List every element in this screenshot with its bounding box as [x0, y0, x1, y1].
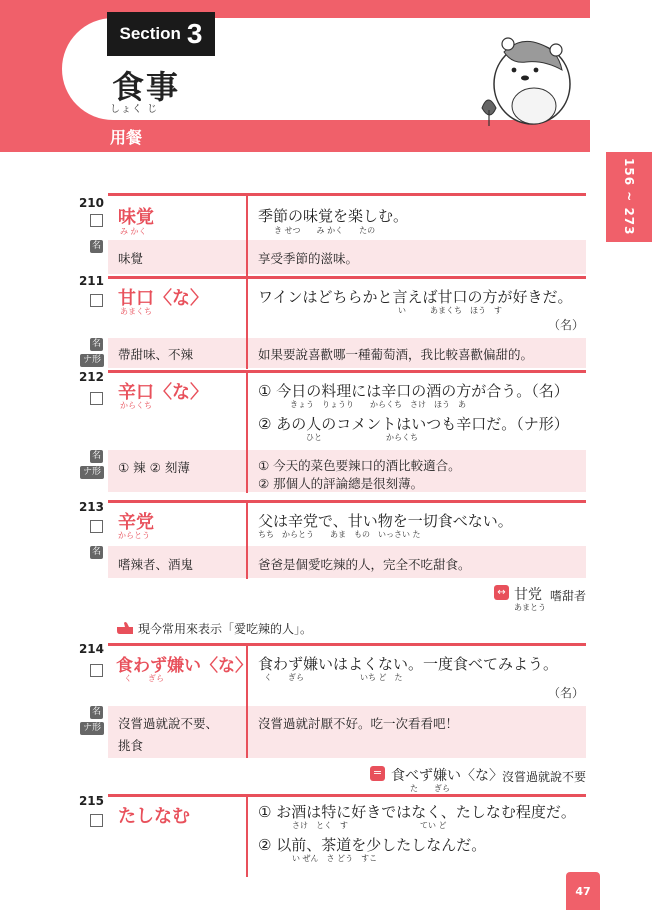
- entry-number: 215: [78, 794, 104, 808]
- section-tag: [107, 12, 215, 56]
- translation: 如果要說喜歡哪一種葡萄酒，我比較喜歡偏甜的。: [258, 347, 534, 362]
- page-number: 47: [566, 872, 600, 910]
- antonym-icon: ↔: [494, 585, 509, 600]
- entry-checkbox[interactable]: [90, 814, 103, 827]
- example-sentence: 食わず嫌いはよくない。一度食べてみよう。: [258, 655, 559, 673]
- example-ruby-2: ひと からくち: [306, 433, 418, 442]
- example-sentence-2: ② 以前、茶道を少したしなんだ。: [258, 836, 487, 854]
- translation: 享受季節的滋味。: [258, 251, 359, 266]
- entry-checkbox[interactable]: [90, 664, 103, 677]
- vocab-ruby: からくち: [120, 401, 152, 410]
- entry-divider: [246, 240, 248, 274]
- example-ruby: ちち からとう あま もの いっさい た: [258, 530, 421, 539]
- entry-number: 214: [78, 642, 104, 656]
- section-word: Section: [119, 24, 181, 43]
- vocab-word: 甘口〈な〉: [118, 288, 208, 309]
- pos-tag: ナ形: [80, 466, 104, 479]
- vocab-word: 辛党: [118, 512, 154, 533]
- page-subtitle: 用餐: [110, 128, 143, 147]
- entry-top-rule: [108, 370, 586, 373]
- entry-top-rule: [108, 193, 586, 196]
- vocab-word: 食わず嫌い〈な〉: [116, 656, 252, 676]
- entry-top-rule: [108, 643, 586, 646]
- translation: 爸爸是個愛吃辣的人，完全不吃甜食。: [258, 557, 471, 572]
- example-sentence: 父は辛党で、甘い物を一切食べない。: [258, 512, 513, 530]
- entry-checkbox[interactable]: [90, 214, 103, 227]
- entry-number: 212: [78, 370, 104, 384]
- pos-tag: 名: [91, 547, 101, 557]
- example-ruby: き せつ み かく たの: [274, 226, 376, 235]
- hamster-illustration: [474, 22, 574, 132]
- meaning-line-2: 挑食: [118, 738, 144, 753]
- entry-number: 211: [78, 274, 104, 288]
- example-sentence-2: ② あの人のコメントはいつも辛口だ。（ナ形）: [258, 415, 569, 433]
- example-ruby-1: きょう りょうり からくち さけ ほう あ: [290, 400, 466, 409]
- entry-top-rule: [108, 794, 586, 797]
- pos-note: （名）: [548, 318, 585, 332]
- section-range-tab: [606, 152, 652, 242]
- vocab-word: 味覚: [118, 207, 154, 228]
- pos-tag: 名: [91, 707, 101, 717]
- synonym-ruby: た ぎら: [410, 784, 450, 793]
- page-title-ruby: しょく じ: [110, 104, 159, 115]
- entry-top-rule: [108, 276, 586, 279]
- meaning-line-1: 沒嘗過就說不要、: [118, 716, 219, 731]
- antonym-ruby: あまとう: [514, 603, 546, 612]
- synonym-word: 食べず嫌い〈な〉: [391, 768, 503, 784]
- entry-checkbox[interactable]: [90, 294, 103, 307]
- entry-divider: [246, 546, 248, 578]
- example-sentence: ワインはどちらかと言えば甘口の方が好きだ。: [258, 288, 573, 306]
- example-ruby: く ぎら いち ど た: [264, 673, 403, 682]
- synonym-meaning: 沒嘗過就說不要: [502, 770, 587, 784]
- vocab-ruby: く ぎら: [124, 674, 164, 683]
- translation-1: ① 今天的菜色要辣口的酒比較適合。: [258, 458, 461, 473]
- example-sentence-1: ① 今日の料理には辛口の酒の方が合う。（名）: [258, 382, 569, 400]
- example-sentence-1: ① お酒は特に好きではなく、たしなむ程度だ。: [258, 803, 576, 821]
- meaning: ① 辣 ② 刻薄: [118, 460, 190, 475]
- meaning: 帶甜味、不辣: [118, 347, 194, 362]
- entry-top-rule: [108, 500, 586, 503]
- pos-tag: ナ形: [80, 722, 104, 735]
- entry-divider: [246, 797, 248, 877]
- example-ruby-2: い ぜん さ どう すこ: [292, 854, 378, 863]
- entry-number: 213: [78, 500, 104, 514]
- pos-note: （名）: [548, 686, 585, 700]
- pos-tag: 名: [91, 339, 101, 349]
- entry-checkbox[interactable]: [90, 520, 103, 533]
- translation-2: ② 那個人的評論總是很刻薄。: [258, 476, 424, 491]
- section-number: 3: [186, 18, 203, 49]
- meaning: 嗜辣者、酒鬼: [118, 557, 194, 572]
- vocab-ruby: からとう: [118, 531, 150, 540]
- entry-divider: [246, 706, 248, 758]
- example-ruby-1: さけ とく す てい ど: [292, 821, 447, 830]
- vocab-ruby: み かく: [120, 227, 147, 236]
- pos-tag: 名: [91, 241, 101, 251]
- synonym-icon: =: [370, 766, 385, 781]
- entry-checkbox[interactable]: [90, 392, 103, 405]
- translation: 沒嘗過就討厭不好。吃一次看看吧！: [258, 716, 459, 731]
- vocab-word: たしなむ: [118, 806, 190, 827]
- section-range-label: 156 ~ 273: [622, 158, 636, 236]
- usage-tip: 現今常用來表示「愛吃辣的人」。: [138, 622, 313, 636]
- example-sentence: 季節の味覚を楽しむ。: [258, 207, 409, 225]
- entry-divider: [246, 338, 248, 368]
- pos-tag: 名: [91, 451, 101, 461]
- antonym-meaning: 嗜甜者: [550, 589, 587, 603]
- meaning: 味覺: [118, 251, 144, 266]
- vocab-word: 辛口〈な〉: [118, 382, 208, 403]
- example-ruby: い あまくち ほう す: [398, 306, 502, 315]
- pointing-hand-icon: [116, 620, 134, 634]
- entry-number: 210: [78, 196, 104, 210]
- entry-divider: [246, 450, 248, 492]
- page-title: 食事: [112, 68, 181, 106]
- pos-tag: ナ形: [80, 354, 104, 367]
- antonym-word: 甘党: [514, 587, 542, 603]
- vocab-ruby: あまくち: [120, 307, 152, 316]
